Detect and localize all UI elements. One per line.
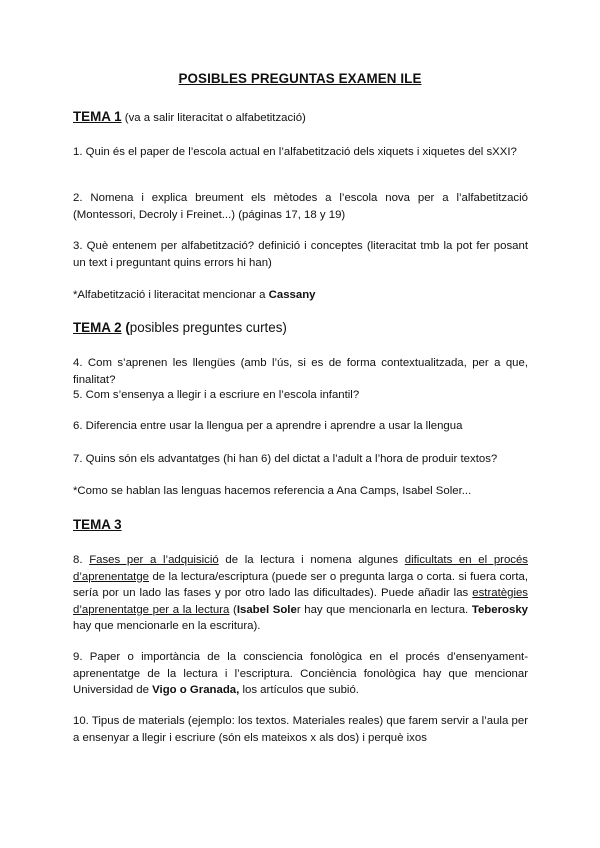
question-10: 10. Tipus de materials (ejemplo: los textos. Materiales reales) que farem servir a l’aula per a ensenyar a llegir i escriure (són els mateixos x als dos) i perquè ixos xyxy=(73,715,528,744)
question-9: 9. Paper o importància de la consciencia fonològica en el procés d’ensenyament-aprenentatge de la lectura i l’escriptura. Conciència fonològica hay que mencionar Universidad de Vigo o Granada, los artículos que subió. xyxy=(73,651,528,696)
tema2-title: TEMA 2 xyxy=(73,320,122,335)
question-8: 8. Fases per a l’adquisició de la lectura i nomena algunes dificultats en el procés d’aprenentatge de la lectura/escriptura (puede ser o pregunta larga o corta. si fuera corta, sería por un lado las fases y por otro lado las dificultades). Puede añadir las estratègies d’aprenentatge per a la lectura (Isabel Soler hay que mencionarla en lectura. Teberosky hay que mencionarle en la escritura). xyxy=(73,554,529,632)
question-7: 7. Quins són els advantatges (hi han 6) del dictat a l’adult a l’hora de produir textos? xyxy=(73,453,498,465)
tema1-star-text: *Alfabetització i literacitat mencionar a xyxy=(73,289,269,301)
question-4: 4. Com s’aprenen les llengües (amb l’ús, si es de forma contextualitzada, per a que, finalitat? xyxy=(73,357,528,386)
tema3-title: TEMA 3 xyxy=(73,517,122,532)
tema1-note-cassany xyxy=(73,287,528,304)
tema2-note-authors: *Como se hablan las lenguas hacemos referencia a Ana Camps, Isabel Soler... xyxy=(73,485,472,497)
phrase-fases: Fases per a l’adquisició xyxy=(89,554,219,566)
phrase-estrategies: estratègies d’aprenentatge per a la lectura xyxy=(73,587,528,616)
tema2-heading: TEMA 2 (posibles preguntes curtes) xyxy=(73,320,287,335)
tema1-heading xyxy=(73,108,528,127)
tema2-note: posibles preguntes curtes) xyxy=(129,320,287,335)
question-5: 5. Com s’ensenya a llegir i a escriure en l’escola infantil? xyxy=(73,389,360,401)
question-1: 1. Quin és el paper de l’escola actual en l’alfabetització dels xiquets i xiquetes del sXXI? xyxy=(73,146,517,158)
author-cassany: Cassany xyxy=(268,289,316,301)
phrase-dificultats: dificultats en el procés d’aprenentatge xyxy=(73,554,529,583)
question-2: 2. Nomena i explica breument els mètodes a l’escola nova per a l’alfabetització (Montessori, Decroly i Freinet...) (páginas 17, 18 y 19) xyxy=(73,192,528,221)
tema1-note: (va a salir literacitat o alfabetització) xyxy=(121,112,306,124)
question-3: 3. Què entenem per alfabetització? definició i conceptes (literacitat tmb la pot fer posant un text i preguntant quins errors hi han) xyxy=(73,240,528,269)
author-teberosky: Teberosky xyxy=(471,603,528,616)
author-isabel-sole: Isabel Sole xyxy=(236,603,297,616)
tema3-heading xyxy=(73,516,528,534)
tema1-title: TEMA 1 xyxy=(73,109,122,124)
question-6: 6. Diferencia entre usar la llengua per a aprendre i aprendre a usar la llengua xyxy=(73,420,463,432)
page-title: POSIBLES PREGUNTAS EXAMEN ILE xyxy=(178,71,422,86)
university-vigo-granada: Vigo o Granada, xyxy=(152,684,240,696)
